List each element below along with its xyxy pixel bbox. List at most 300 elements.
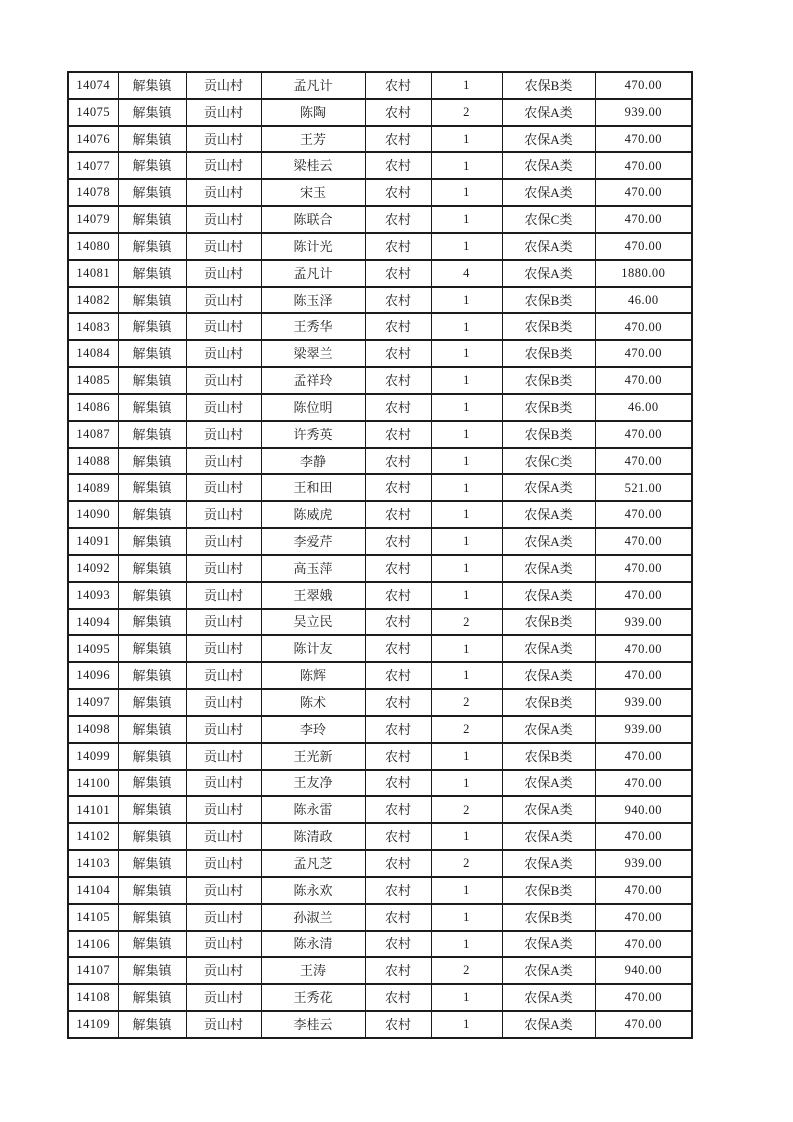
table-row xyxy=(68,582,692,609)
cell-town: 解集镇 xyxy=(118,582,186,609)
cell-town: 解集镇 xyxy=(118,340,186,367)
cell-person-count: 1 xyxy=(431,635,502,662)
cell-category: 农村 xyxy=(365,126,431,153)
cell-amount: 470.00 xyxy=(595,501,692,528)
cell-category: 农村 xyxy=(365,743,431,770)
cell-record-id: 14100 xyxy=(68,770,118,797)
cell-category: 农村 xyxy=(365,260,431,287)
cell-amount: 940.00 xyxy=(595,957,692,984)
cell-person-count: 2 xyxy=(431,716,502,743)
cell-category: 农村 xyxy=(365,528,431,555)
cell-person-name: 孙淑兰 xyxy=(261,904,365,931)
cell-person-count: 1 xyxy=(431,72,502,99)
cell-insurance-type: 农保B类 xyxy=(502,340,595,367)
cell-record-id: 14090 xyxy=(68,501,118,528)
cell-person-name: 陈陶 xyxy=(261,99,365,126)
cell-person-count: 1 xyxy=(431,984,502,1011)
table-row xyxy=(68,904,692,931)
cell-record-id: 14078 xyxy=(68,179,118,206)
cell-record-id: 14079 xyxy=(68,206,118,233)
cell-person-count: 1 xyxy=(431,877,502,904)
cell-record-id: 14095 xyxy=(68,635,118,662)
cell-record-id: 14083 xyxy=(68,313,118,340)
cell-category: 农村 xyxy=(365,957,431,984)
table-row xyxy=(68,394,692,421)
cell-town: 解集镇 xyxy=(118,528,186,555)
cell-insurance-type: 农保A类 xyxy=(502,179,595,206)
cell-person-name: 宋玉 xyxy=(261,179,365,206)
cell-amount: 470.00 xyxy=(595,984,692,1011)
cell-town: 解集镇 xyxy=(118,501,186,528)
cell-insurance-type: 农保A类 xyxy=(502,984,595,1011)
cell-person-name: 孟凡计 xyxy=(261,72,365,99)
cell-village: 贡山村 xyxy=(186,635,261,662)
cell-person-name: 陈术 xyxy=(261,689,365,716)
cell-person-count: 1 xyxy=(431,206,502,233)
cell-record-id: 14077 xyxy=(68,152,118,179)
cell-person-name: 陈永雷 xyxy=(261,796,365,823)
cell-person-count: 1 xyxy=(431,448,502,475)
table-row xyxy=(68,99,692,126)
cell-category: 农村 xyxy=(365,99,431,126)
cell-category: 农村 xyxy=(365,796,431,823)
cell-insurance-type: 农保B类 xyxy=(502,367,595,394)
cell-person-name: 陈辉 xyxy=(261,662,365,689)
cell-amount: 470.00 xyxy=(595,367,692,394)
cell-insurance-type: 农保B类 xyxy=(502,287,595,314)
cell-category: 农村 xyxy=(365,72,431,99)
cell-village: 贡山村 xyxy=(186,367,261,394)
cell-town: 解集镇 xyxy=(118,126,186,153)
cell-village: 贡山村 xyxy=(186,555,261,582)
cell-village: 贡山村 xyxy=(186,206,261,233)
cell-person-count: 1 xyxy=(431,904,502,931)
table-row xyxy=(68,474,692,501)
cell-category: 农村 xyxy=(365,501,431,528)
cell-person-count: 1 xyxy=(431,179,502,206)
table-row xyxy=(68,528,692,555)
cell-person-name: 陈玉泽 xyxy=(261,287,365,314)
cell-record-id: 14093 xyxy=(68,582,118,609)
cell-amount: 470.00 xyxy=(595,931,692,958)
cell-village: 贡山村 xyxy=(186,421,261,448)
cell-town: 解集镇 xyxy=(118,152,186,179)
cell-person-name: 陈威虎 xyxy=(261,501,365,528)
cell-record-id: 14076 xyxy=(68,126,118,153)
cell-amount: 940.00 xyxy=(595,796,692,823)
cell-insurance-type: 农保A类 xyxy=(502,555,595,582)
cell-town: 解集镇 xyxy=(118,931,186,958)
cell-insurance-type: 农保B类 xyxy=(502,689,595,716)
cell-village: 贡山村 xyxy=(186,904,261,931)
cell-category: 农村 xyxy=(365,716,431,743)
cell-town: 解集镇 xyxy=(118,689,186,716)
table-row xyxy=(68,877,692,904)
cell-person-name: 李爱芹 xyxy=(261,528,365,555)
cell-category: 农村 xyxy=(365,689,431,716)
cell-insurance-type: 农保A类 xyxy=(502,850,595,877)
cell-record-id: 14096 xyxy=(68,662,118,689)
cell-insurance-type: 农保B类 xyxy=(502,609,595,636)
cell-category: 农村 xyxy=(365,931,431,958)
cell-person-count: 2 xyxy=(431,796,502,823)
cell-amount: 470.00 xyxy=(595,340,692,367)
cell-amount: 470.00 xyxy=(595,528,692,555)
cell-village: 贡山村 xyxy=(186,770,261,797)
cell-town: 解集镇 xyxy=(118,877,186,904)
cell-village: 贡山村 xyxy=(186,850,261,877)
cell-village: 贡山村 xyxy=(186,72,261,99)
cell-town: 解集镇 xyxy=(118,743,186,770)
cell-town: 解集镇 xyxy=(118,609,186,636)
insurance-payment-table xyxy=(67,71,693,1039)
cell-town: 解集镇 xyxy=(118,716,186,743)
cell-category: 农村 xyxy=(365,287,431,314)
cell-insurance-type: 农保C类 xyxy=(502,448,595,475)
cell-amount: 939.00 xyxy=(595,850,692,877)
cell-insurance-type: 农保A类 xyxy=(502,957,595,984)
cell-amount: 470.00 xyxy=(595,313,692,340)
cell-person-name: 李玲 xyxy=(261,716,365,743)
table-row xyxy=(68,823,692,850)
table-row xyxy=(68,716,692,743)
cell-village: 贡山村 xyxy=(186,340,261,367)
cell-person-name: 孟凡计 xyxy=(261,260,365,287)
cell-insurance-type: 农保A类 xyxy=(502,528,595,555)
cell-record-id: 14074 xyxy=(68,72,118,99)
cell-amount: 470.00 xyxy=(595,904,692,931)
cell-person-count: 1 xyxy=(431,743,502,770)
table-row xyxy=(68,770,692,797)
cell-insurance-type: 农保B类 xyxy=(502,904,595,931)
cell-town: 解集镇 xyxy=(118,662,186,689)
cell-category: 农村 xyxy=(365,904,431,931)
cell-person-name: 陈清政 xyxy=(261,823,365,850)
cell-amount: 939.00 xyxy=(595,99,692,126)
table-row xyxy=(68,796,692,823)
cell-insurance-type: 农保A类 xyxy=(502,152,595,179)
cell-insurance-type: 农保A类 xyxy=(502,716,595,743)
cell-category: 农村 xyxy=(365,555,431,582)
cell-village: 贡山村 xyxy=(186,233,261,260)
cell-person-name: 王光新 xyxy=(261,743,365,770)
cell-person-count: 1 xyxy=(431,662,502,689)
cell-insurance-type: 农保B类 xyxy=(502,421,595,448)
cell-person-count: 1 xyxy=(431,287,502,314)
cell-town: 解集镇 xyxy=(118,260,186,287)
cell-amount: 470.00 xyxy=(595,582,692,609)
cell-amount: 521.00 xyxy=(595,474,692,501)
cell-village: 贡山村 xyxy=(186,984,261,1011)
cell-village: 贡山村 xyxy=(186,501,261,528)
cell-village: 贡山村 xyxy=(186,313,261,340)
cell-record-id: 14106 xyxy=(68,931,118,958)
table-row xyxy=(68,662,692,689)
cell-town: 解集镇 xyxy=(118,984,186,1011)
cell-category: 农村 xyxy=(365,152,431,179)
cell-amount: 470.00 xyxy=(595,555,692,582)
cell-person-name: 陈永清 xyxy=(261,931,365,958)
table-row xyxy=(68,850,692,877)
cell-category: 农村 xyxy=(365,1011,431,1038)
cell-town: 解集镇 xyxy=(118,904,186,931)
cell-town: 解集镇 xyxy=(118,823,186,850)
cell-amount: 46.00 xyxy=(595,287,692,314)
table-row xyxy=(68,206,692,233)
cell-category: 农村 xyxy=(365,984,431,1011)
cell-record-id: 14084 xyxy=(68,340,118,367)
cell-category: 农村 xyxy=(365,421,431,448)
cell-person-count: 1 xyxy=(431,474,502,501)
cell-town: 解集镇 xyxy=(118,394,186,421)
cell-person-name: 王秀华 xyxy=(261,313,365,340)
cell-town: 解集镇 xyxy=(118,179,186,206)
cell-town: 解集镇 xyxy=(118,287,186,314)
table-row xyxy=(68,126,692,153)
cell-amount: 470.00 xyxy=(595,179,692,206)
cell-village: 贡山村 xyxy=(186,1011,261,1038)
cell-amount: 470.00 xyxy=(595,1011,692,1038)
cell-village: 贡山村 xyxy=(186,99,261,126)
table-row xyxy=(68,957,692,984)
cell-record-id: 14098 xyxy=(68,716,118,743)
cell-person-name: 梁翠兰 xyxy=(261,340,365,367)
cell-insurance-type: 农保A类 xyxy=(502,126,595,153)
table-row xyxy=(68,72,692,99)
cell-category: 农村 xyxy=(365,609,431,636)
cell-insurance-type: 农保B类 xyxy=(502,877,595,904)
cell-record-id: 14080 xyxy=(68,233,118,260)
cell-insurance-type: 农保A类 xyxy=(502,474,595,501)
cell-town: 解集镇 xyxy=(118,448,186,475)
cell-amount: 470.00 xyxy=(595,126,692,153)
cell-village: 贡山村 xyxy=(186,957,261,984)
cell-category: 农村 xyxy=(365,582,431,609)
table-row xyxy=(68,152,692,179)
cell-amount: 470.00 xyxy=(595,770,692,797)
table-row xyxy=(68,421,692,448)
cell-town: 解集镇 xyxy=(118,635,186,662)
cell-amount: 470.00 xyxy=(595,743,692,770)
cell-village: 贡山村 xyxy=(186,823,261,850)
cell-town: 解集镇 xyxy=(118,850,186,877)
cell-record-id: 14101 xyxy=(68,796,118,823)
cell-person-count: 2 xyxy=(431,689,502,716)
cell-category: 农村 xyxy=(365,233,431,260)
table-row xyxy=(68,1011,692,1038)
cell-category: 农村 xyxy=(365,367,431,394)
cell-category: 农村 xyxy=(365,206,431,233)
cell-person-count: 1 xyxy=(431,528,502,555)
cell-record-id: 14099 xyxy=(68,743,118,770)
cell-person-count: 1 xyxy=(431,313,502,340)
cell-record-id: 14102 xyxy=(68,823,118,850)
cell-village: 贡山村 xyxy=(186,287,261,314)
cell-record-id: 14085 xyxy=(68,367,118,394)
cell-person-name: 陈永欢 xyxy=(261,877,365,904)
cell-amount: 470.00 xyxy=(595,206,692,233)
cell-amount: 470.00 xyxy=(595,662,692,689)
cell-insurance-type: 农保B类 xyxy=(502,313,595,340)
cell-village: 贡山村 xyxy=(186,582,261,609)
cell-record-id: 14086 xyxy=(68,394,118,421)
table-row xyxy=(68,501,692,528)
cell-village: 贡山村 xyxy=(186,448,261,475)
cell-village: 贡山村 xyxy=(186,716,261,743)
cell-person-name: 李桂云 xyxy=(261,1011,365,1038)
cell-insurance-type: 农保A类 xyxy=(502,501,595,528)
cell-village: 贡山村 xyxy=(186,931,261,958)
cell-person-name: 王秀花 xyxy=(261,984,365,1011)
cell-person-count: 1 xyxy=(431,152,502,179)
cell-category: 农村 xyxy=(365,635,431,662)
table-row xyxy=(68,448,692,475)
cell-village: 贡山村 xyxy=(186,126,261,153)
cell-person-count: 1 xyxy=(431,501,502,528)
cell-record-id: 14088 xyxy=(68,448,118,475)
cell-person-name: 王翠娥 xyxy=(261,582,365,609)
cell-person-count: 1 xyxy=(431,421,502,448)
cell-person-count: 1 xyxy=(431,367,502,394)
cell-insurance-type: 农保C类 xyxy=(502,206,595,233)
insurance-table-body xyxy=(68,72,692,1038)
cell-amount: 470.00 xyxy=(595,823,692,850)
cell-record-id: 14092 xyxy=(68,555,118,582)
table-row xyxy=(68,233,692,260)
cell-amount: 939.00 xyxy=(595,689,692,716)
cell-person-name: 吴立民 xyxy=(261,609,365,636)
cell-town: 解集镇 xyxy=(118,313,186,340)
cell-town: 解集镇 xyxy=(118,233,186,260)
cell-person-name: 王和田 xyxy=(261,474,365,501)
cell-person-count: 1 xyxy=(431,233,502,260)
cell-record-id: 14087 xyxy=(68,421,118,448)
table-row xyxy=(68,743,692,770)
cell-amount: 470.00 xyxy=(595,421,692,448)
cell-town: 解集镇 xyxy=(118,367,186,394)
cell-amount: 470.00 xyxy=(595,233,692,260)
cell-town: 解集镇 xyxy=(118,1011,186,1038)
cell-person-count: 4 xyxy=(431,260,502,287)
cell-person-count: 2 xyxy=(431,850,502,877)
table-row xyxy=(68,689,692,716)
cell-person-name: 陈位明 xyxy=(261,394,365,421)
cell-person-name: 梁桂云 xyxy=(261,152,365,179)
cell-person-name: 王芳 xyxy=(261,126,365,153)
cell-record-id: 14091 xyxy=(68,528,118,555)
cell-record-id: 14075 xyxy=(68,99,118,126)
table-row xyxy=(68,931,692,958)
cell-person-count: 1 xyxy=(431,126,502,153)
cell-insurance-type: 农保A类 xyxy=(502,931,595,958)
table-row xyxy=(68,260,692,287)
cell-village: 贡山村 xyxy=(186,662,261,689)
cell-insurance-type: 农保A类 xyxy=(502,635,595,662)
cell-amount: 470.00 xyxy=(595,152,692,179)
cell-town: 解集镇 xyxy=(118,421,186,448)
table-row xyxy=(68,287,692,314)
cell-town: 解集镇 xyxy=(118,796,186,823)
cell-person-name: 陈联合 xyxy=(261,206,365,233)
table-row xyxy=(68,313,692,340)
cell-town: 解集镇 xyxy=(118,770,186,797)
cell-person-count: 2 xyxy=(431,609,502,636)
cell-person-name: 陈计光 xyxy=(261,233,365,260)
cell-village: 贡山村 xyxy=(186,528,261,555)
cell-person-name: 孟凡芝 xyxy=(261,850,365,877)
cell-amount: 46.00 xyxy=(595,394,692,421)
cell-person-count: 1 xyxy=(431,394,502,421)
cell-person-count: 1 xyxy=(431,1011,502,1038)
cell-person-count: 1 xyxy=(431,931,502,958)
cell-category: 农村 xyxy=(365,448,431,475)
cell-village: 贡山村 xyxy=(186,877,261,904)
cell-category: 农村 xyxy=(365,394,431,421)
cell-insurance-type: 农保B类 xyxy=(502,72,595,99)
cell-amount: 1880.00 xyxy=(595,260,692,287)
cell-village: 贡山村 xyxy=(186,609,261,636)
cell-insurance-type: 农保A类 xyxy=(502,770,595,797)
cell-village: 贡山村 xyxy=(186,796,261,823)
cell-insurance-type: 农保A类 xyxy=(502,260,595,287)
cell-record-id: 14089 xyxy=(68,474,118,501)
cell-insurance-type: 农保A类 xyxy=(502,582,595,609)
cell-category: 农村 xyxy=(365,340,431,367)
cell-town: 解集镇 xyxy=(118,957,186,984)
cell-town: 解集镇 xyxy=(118,474,186,501)
cell-town: 解集镇 xyxy=(118,99,186,126)
cell-record-id: 14094 xyxy=(68,609,118,636)
cell-person-count: 2 xyxy=(431,99,502,126)
cell-village: 贡山村 xyxy=(186,152,261,179)
table-row xyxy=(68,340,692,367)
cell-record-id: 14107 xyxy=(68,957,118,984)
cell-person-name: 李静 xyxy=(261,448,365,475)
table-row xyxy=(68,367,692,394)
cell-insurance-type: 农保A类 xyxy=(502,796,595,823)
cell-town: 解集镇 xyxy=(118,72,186,99)
cell-insurance-type: 农保B类 xyxy=(502,394,595,421)
table-row xyxy=(68,609,692,636)
cell-insurance-type: 农保A类 xyxy=(502,1011,595,1038)
cell-village: 贡山村 xyxy=(186,394,261,421)
cell-person-name: 高玉萍 xyxy=(261,555,365,582)
cell-person-name: 许秀英 xyxy=(261,421,365,448)
cell-record-id: 14109 xyxy=(68,1011,118,1038)
cell-insurance-type: 农保B类 xyxy=(502,743,595,770)
cell-person-name: 王涛 xyxy=(261,957,365,984)
cell-category: 农村 xyxy=(365,770,431,797)
cell-person-count: 2 xyxy=(431,957,502,984)
cell-person-name: 孟祥玲 xyxy=(261,367,365,394)
table-row xyxy=(68,179,692,206)
cell-record-id: 14105 xyxy=(68,904,118,931)
cell-amount: 470.00 xyxy=(595,448,692,475)
table-row xyxy=(68,555,692,582)
cell-amount: 470.00 xyxy=(595,877,692,904)
cell-category: 农村 xyxy=(365,313,431,340)
cell-village: 贡山村 xyxy=(186,260,261,287)
cell-person-name: 陈计友 xyxy=(261,635,365,662)
cell-category: 农村 xyxy=(365,179,431,206)
cell-insurance-type: 农保A类 xyxy=(502,233,595,260)
cell-category: 农村 xyxy=(365,662,431,689)
cell-person-count: 1 xyxy=(431,582,502,609)
cell-record-id: 14108 xyxy=(68,984,118,1011)
cell-amount: 939.00 xyxy=(595,716,692,743)
cell-category: 农村 xyxy=(365,877,431,904)
cell-person-count: 1 xyxy=(431,823,502,850)
